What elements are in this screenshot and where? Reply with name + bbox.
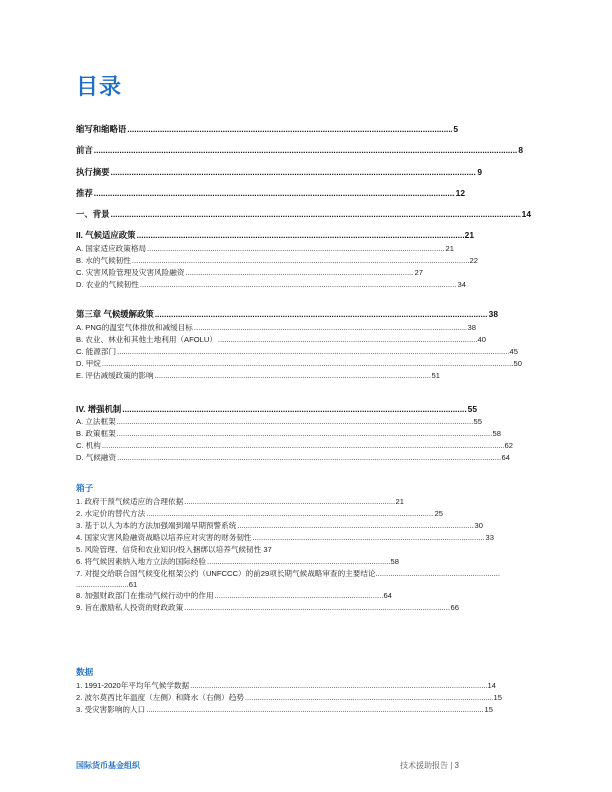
toc-leader-dots <box>146 704 483 715</box>
toc-entry-label: 前言 <box>76 145 93 155</box>
toc-entry[interactable] <box>76 704 493 715</box>
toc-entry[interactable] <box>76 166 482 178</box>
toc-entry-label: 1. 政府干预气候适应的合理依据 <box>76 497 184 506</box>
toc-leader-dots <box>132 255 469 266</box>
toc-leader-dots <box>94 187 455 199</box>
toc-leader-dots <box>185 267 413 278</box>
toc-entry[interactable] <box>76 403 477 415</box>
toc-entry[interactable] <box>76 358 522 369</box>
toc-entry-label: 9. 旨在激励私人投资的财政政策 <box>76 603 184 612</box>
toc-entry-page: 51 <box>431 371 440 380</box>
toc-entry[interactable] <box>76 556 399 567</box>
toc-entry[interactable] <box>76 496 404 507</box>
toc-leader-dots <box>117 416 473 427</box>
toc-entry[interactable] <box>76 692 502 703</box>
toc-entry-page: 66 <box>450 603 459 612</box>
toc-entry[interactable] <box>76 520 483 531</box>
toc-entry[interactable] <box>76 123 458 135</box>
toc-leader-dots <box>137 229 464 241</box>
toc-entry-label: E. 评估减缓政策的影响 <box>76 371 154 380</box>
toc-leader-dots <box>140 279 457 290</box>
toc-entry-label: IV. 增强机制 <box>76 404 122 414</box>
toc-entry-label: 执行摘要 <box>76 167 110 177</box>
toc-entry-label: A. 国家适应政策格局 <box>76 244 147 253</box>
toc-entry-label: 缩写和缩略语 <box>76 124 127 134</box>
toc-entry-page: 34 <box>457 280 466 289</box>
toc-entry[interactable] <box>76 255 478 266</box>
toc-entry-box-7[interactable] <box>76 568 500 579</box>
toc-entry-label: B. 农业、林业和其他土地利用（AFOLU） <box>76 335 217 344</box>
toc-leader-dots <box>94 144 518 156</box>
toc-entry-page: 8 <box>518 145 523 155</box>
toc-entry[interactable] <box>76 243 454 254</box>
toc-entry[interactable] <box>76 187 465 199</box>
toc-entry-label: 推荐 <box>76 188 93 198</box>
toc-entry-box-7-cont <box>76 580 137 589</box>
toc-entry-label: A. PNG的温室气体排放和减缓目标 <box>76 323 193 332</box>
toc-entry-label: 3. 受灾害影响的人口 <box>76 705 146 714</box>
toc-leader-dots <box>215 590 383 601</box>
toc-entry[interactable] <box>76 279 466 290</box>
toc-leader-dots <box>147 243 445 254</box>
toc-leader-dots <box>111 166 477 178</box>
toc-entry-page: 64 <box>383 591 392 600</box>
footer-page-number: 3 <box>454 761 459 770</box>
toc-entry-page: 58 <box>492 429 501 438</box>
toc-entry-label: 3. 基于以人为本的方法加强端到端早期预警系统 <box>76 521 237 530</box>
section-heading-boxes: 箱子 <box>76 483 94 493</box>
toc-entry[interactable] <box>76 322 476 333</box>
toc-leader-dots <box>102 440 504 451</box>
toc-entry[interactable] <box>76 208 531 220</box>
toc-leader-dots <box>117 346 508 357</box>
toc-entry-page: 25 <box>434 509 443 518</box>
toc-entry-page: 14 <box>521 209 531 219</box>
toc-entry[interactable] <box>76 267 423 278</box>
toc-leader-dots <box>117 428 492 439</box>
toc-entry-page: 38 <box>488 309 498 319</box>
toc-leader-dots <box>102 358 513 369</box>
toc-entry-label: B. 水的气候韧性 <box>76 256 131 265</box>
toc-entry[interactable] <box>76 602 459 613</box>
toc-entry-label: 4. 国家灾害风险融资战略以培养应对灾害的财务韧性 <box>76 533 252 542</box>
toc-entry-label: 1. 1991-2020年平均年气候学数据 <box>76 681 190 690</box>
toc-entry[interactable] <box>76 428 501 439</box>
toc-entry-page: 21 <box>395 497 404 506</box>
toc-entry[interactable] <box>76 334 486 345</box>
footer-separator: | <box>450 761 455 770</box>
toc-entry-label: II. 气候适应政策 <box>76 230 136 240</box>
toc-entry-page: 5 <box>453 124 458 134</box>
toc-leader-dots <box>194 322 467 333</box>
toc-entry-page: 50 <box>513 359 522 368</box>
toc-entry-label: D. 农业的气候韧性 <box>76 280 139 289</box>
toc-entry-page: 15 <box>484 705 493 714</box>
toc-entry-page: 33 <box>485 533 494 542</box>
toc-entry-label: C. 能源部门 <box>76 347 117 356</box>
toc-entry[interactable] <box>76 308 498 320</box>
toc-entry[interactable] <box>76 680 496 691</box>
toc-entry[interactable] <box>76 144 523 156</box>
toc-leader-dots <box>237 520 473 531</box>
toc-entry-page: 38 <box>467 323 476 332</box>
toc-entry-page: 58 <box>390 557 399 566</box>
toc-entry-label: B. 政策框架 <box>76 429 116 438</box>
toc-entry-page: 14 <box>487 681 496 690</box>
toc-leader-dots: ........................................................... <box>375 569 501 578</box>
toc-entry-label: 8. 加强财政部门在推动气候行动中的作用 <box>76 591 214 600</box>
toc-entry-page: 55 <box>473 417 482 426</box>
toc-entry[interactable] <box>76 229 474 241</box>
section-heading-data: 数据 <box>76 667 94 677</box>
toc-entry-page: 15 <box>493 693 502 702</box>
toc-entry[interactable] <box>76 370 440 381</box>
toc-entry-page: 22 <box>469 256 478 265</box>
toc-entry-page: 64 <box>501 453 510 462</box>
toc-entry-page: 45 <box>509 347 518 356</box>
toc-entry-label: D. 气候融资 <box>76 453 117 462</box>
toc-entry-label: C. 灾害风险管理及灾害风险融资 <box>76 268 185 277</box>
toc-entry-label: C. 机构 <box>76 441 101 450</box>
toc-entry-page: 40 <box>477 335 486 344</box>
toc-entry-label: D. 甲烷 <box>76 359 101 368</box>
toc-leader-dots <box>245 692 493 703</box>
toc-leader-dots <box>122 403 466 415</box>
toc-entry[interactable] <box>76 416 482 427</box>
toc-entry-label: A. 立法框架 <box>76 417 116 426</box>
toc-entry[interactable] <box>76 508 443 519</box>
toc-leader-dots <box>146 508 433 519</box>
toc-entry-label: 6. 将气候因素纳入地方立法的国际经验 <box>76 557 206 566</box>
toc-entry-page: 9 <box>477 167 482 177</box>
toc-leader-dots <box>190 680 486 691</box>
toc-leader-dots <box>117 452 500 463</box>
toc-entry[interactable] <box>76 590 392 601</box>
toc-entry-label: 2. 波尔莫西比年温度（左侧）和降水（右侧）趋势 <box>76 693 244 702</box>
toc-leader-dots <box>184 496 394 507</box>
toc-entry-page: 55 <box>467 404 477 414</box>
toc-entry[interactable] <box>76 532 494 543</box>
toc-entry-label: 一、背景 <box>76 209 110 219</box>
toc-entry[interactable] <box>76 346 518 357</box>
footer-organization: 国际货币基金组织 <box>76 761 140 770</box>
page-title: 目录 <box>76 75 123 100</box>
toc-leader-dots <box>253 532 485 543</box>
toc-leader-dots <box>127 123 452 135</box>
toc-leader-dots <box>218 334 477 345</box>
toc-leader-dots <box>111 208 521 220</box>
toc-entry-page: 21 <box>464 230 474 240</box>
toc-leader-dots <box>155 370 431 381</box>
footer-report-title: 技术援助报告 <box>400 761 448 770</box>
toc-entry-page: 30 <box>474 521 483 530</box>
toc-entry-box-5: 5. 风险管理、信贷和农业知识/投入捆绑以培养气候韧性 37 <box>76 545 272 554</box>
toc-entry-label: 2. 水定价的替代方法 <box>76 509 146 518</box>
footer-report <box>400 760 459 771</box>
toc-entry-page: 27 <box>414 268 423 277</box>
toc-leader-dots <box>155 308 488 320</box>
toc-leader-dots: ......................... <box>76 580 129 589</box>
toc-entry-page: 61 <box>128 580 138 589</box>
toc-entry-page: 12 <box>455 188 465 198</box>
toc-entry-page: 62 <box>504 441 513 450</box>
toc-leader-dots <box>184 602 449 613</box>
toc-entry-page: 21 <box>445 244 454 253</box>
toc-entry-label: 7. 对提交给联合国气候变化框架公约（UNFCCC）的前29项长期气候战略审查的主要结论 <box>76 569 376 578</box>
toc-entry[interactable] <box>76 452 510 463</box>
toc-leader-dots <box>207 556 390 567</box>
toc-entry-label: 第三章 气候缓解政策 <box>76 309 154 319</box>
toc-entry[interactable] <box>76 440 513 451</box>
